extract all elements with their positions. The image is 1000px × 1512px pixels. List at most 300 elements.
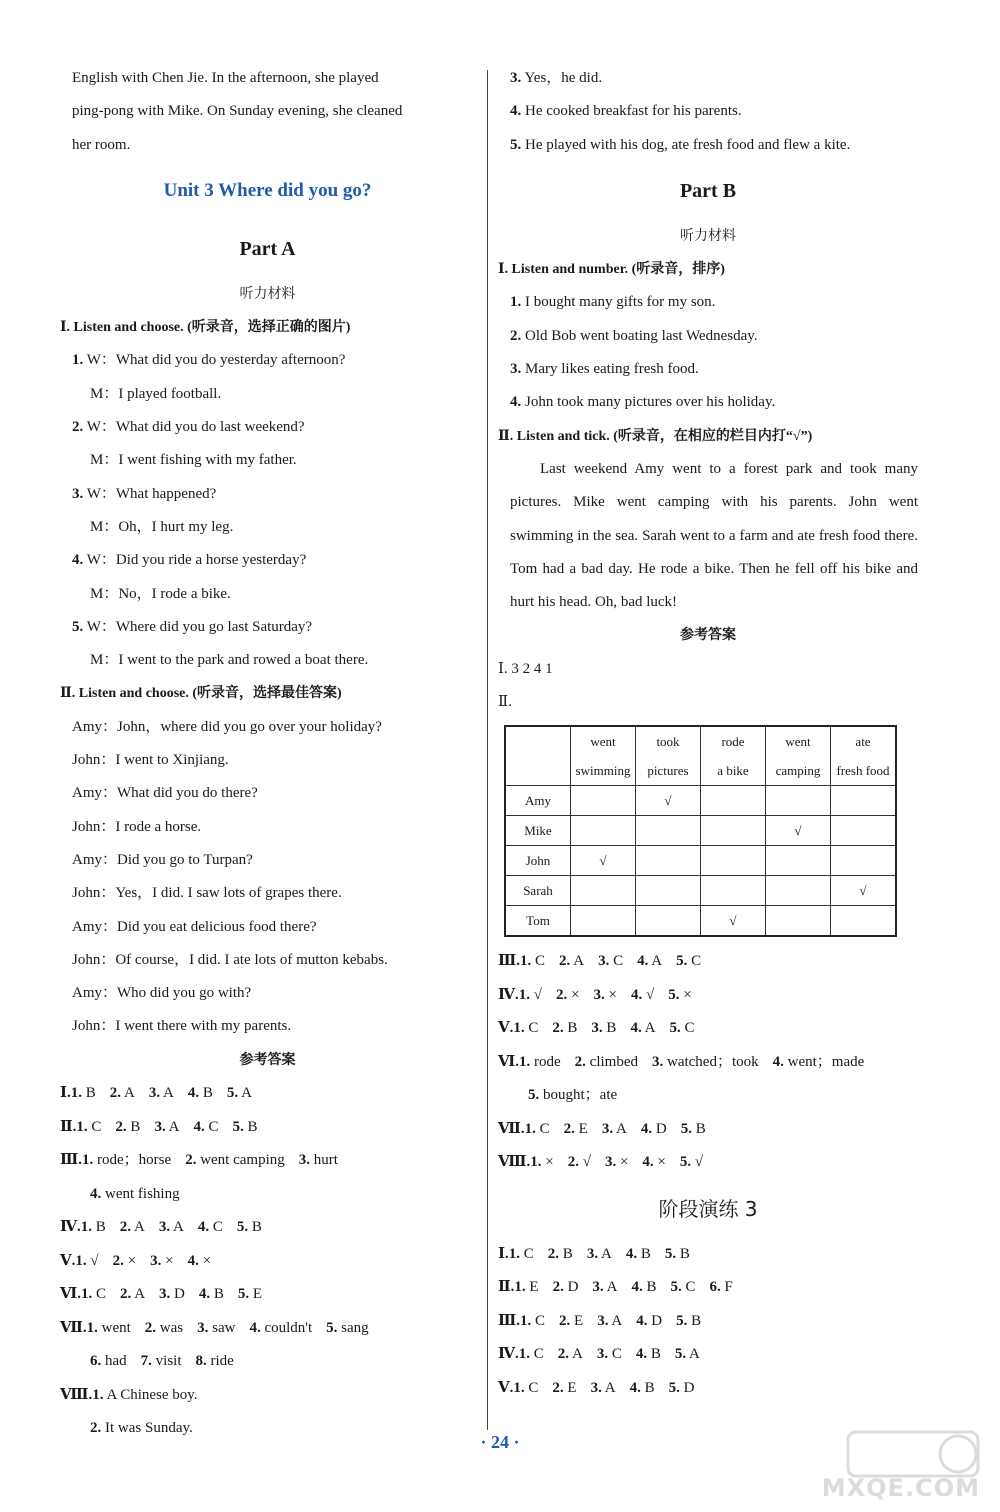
item-number: 3. [604, 1154, 617, 1171]
tick-cell [571, 876, 636, 906]
answers-title: 参考答案 [239, 1052, 296, 1068]
header-line: went [590, 734, 616, 750]
answer-row [498, 1238, 918, 1272]
dialogue-line [60, 444, 475, 477]
table-header-cell [571, 726, 636, 786]
table-row [505, 846, 896, 876]
item-number: 8. [195, 1353, 207, 1370]
answer-row [498, 1305, 918, 1339]
item-number: 4. [198, 1286, 211, 1303]
answer-key [60, 1077, 475, 1446]
answer-item [76, 1119, 101, 1135]
answer-value: × [127, 1252, 137, 1269]
answer-value: C [684, 1020, 695, 1037]
answer-value: √ [90, 1252, 99, 1269]
answer-item [71, 1085, 96, 1101]
answer-value: D [651, 1312, 663, 1329]
roman-numeral: Ⅱ. [498, 1279, 515, 1296]
answer-value: E [252, 1286, 263, 1303]
answer-value: √ [533, 986, 543, 1003]
item-number: 5. [676, 953, 688, 970]
dialogue-line [498, 95, 918, 128]
item-number: 2. [109, 1085, 122, 1102]
dialogue-line [498, 129, 918, 162]
item-number: 3. [510, 70, 522, 86]
answer-item [675, 1346, 700, 1362]
line-text: W：Where did you go last Saturday? [86, 618, 313, 635]
answer-row [60, 1245, 475, 1279]
answer-item [509, 1246, 534, 1262]
answer-value: A [163, 1085, 174, 1102]
answer-item [82, 1152, 171, 1168]
answer-item [556, 987, 579, 1003]
item-number: 5. [676, 1312, 688, 1329]
item-number: 2. [574, 1053, 586, 1070]
line-text: He cooked breakfast for his parents. [525, 103, 742, 120]
answer-value: C [96, 1286, 107, 1303]
intro-line: her room. [72, 136, 131, 153]
answer-value: B [251, 1219, 262, 1236]
item-number: 4. [629, 1379, 641, 1396]
item-number: 1. [508, 1245, 521, 1262]
sentence-list [498, 286, 918, 419]
answer-value: had [105, 1353, 127, 1370]
item-number: 3. [593, 986, 605, 1003]
answer-item [709, 1279, 732, 1295]
item-number: 4. [631, 1279, 643, 1296]
header-line: ate [855, 734, 871, 750]
answer-value: C [539, 1120, 550, 1137]
item-number: 3. [592, 1279, 604, 1296]
answer-value: A [168, 1118, 180, 1135]
item-number: 2. [559, 1312, 571, 1329]
answer-value: B [213, 1286, 224, 1303]
dialogue-line [498, 62, 918, 95]
item-number: 1. [72, 352, 84, 369]
item-number: 2. [552, 1279, 564, 1296]
item-number: 3. [590, 1379, 602, 1396]
roman-numeral: Ⅰ. [498, 1245, 509, 1262]
roman-numeral: Ⅴ. [498, 1379, 514, 1396]
answer-value: C [535, 1312, 546, 1329]
answer-value: B [644, 1379, 655, 1396]
answers-title: 参考答案 [680, 628, 736, 644]
roman-numeral: Ⅶ. [60, 1319, 87, 1336]
section-heading: Ⅰ. Listen and choose. (听录音，选择正确的图片) [60, 320, 351, 336]
answer-value: It was Sunday. [105, 1420, 193, 1437]
dialogue-line [60, 344, 475, 377]
answer-value: ride [210, 1353, 234, 1370]
table-corner-cell [505, 726, 571, 786]
tick-cell [831, 906, 897, 937]
item-number: 3. [596, 1346, 609, 1363]
answer-value: C [613, 953, 624, 970]
answer-item [598, 953, 623, 969]
answer-value: C [523, 1245, 534, 1262]
answer-value: × [202, 1252, 212, 1269]
roman-numeral: Ⅴ. [60, 1252, 76, 1269]
answer-item [113, 1253, 136, 1269]
item-number: 5. [668, 986, 680, 1003]
dialogue-line: Amy：John，where did you go over your holiday? [72, 718, 382, 735]
item-number: 1. [86, 1319, 98, 1336]
answer-value: B [606, 1020, 617, 1037]
line-text: Old Bob went boating last Wednesday. [525, 327, 758, 344]
answer-value: A [651, 953, 663, 970]
item-number: 3. [72, 485, 84, 502]
roman-numeral: Ⅷ. [498, 1154, 531, 1171]
table-header-cell [636, 726, 701, 786]
item-number: 5. [674, 1346, 687, 1363]
answer-item [652, 1054, 759, 1070]
answer-value: couldn't [264, 1319, 313, 1336]
item-number: 2. [72, 419, 84, 436]
item-number: 1. [520, 953, 532, 970]
answer-value: C [611, 1346, 622, 1363]
tick-cell [701, 786, 766, 816]
dialogue-line [60, 578, 475, 611]
answer-item [530, 1154, 553, 1170]
line-text: M：I went fishing with my father. [90, 452, 297, 469]
answer-value: C [533, 1346, 544, 1363]
answer-value: × [545, 1154, 554, 1171]
listening-title: 听力材料 [680, 228, 736, 244]
answer-item [115, 1119, 140, 1135]
item-number: 5. [236, 1219, 249, 1236]
answer-item [642, 1154, 665, 1170]
item-number: 4. [187, 1252, 199, 1269]
answer-value: B [247, 1118, 258, 1135]
item-number: 2. [112, 1252, 124, 1269]
answer-item [630, 1380, 655, 1396]
dialogue-line: Amy：What did you do there? [72, 785, 258, 802]
answer-item [681, 1121, 706, 1137]
table-row [505, 816, 896, 846]
answer-item [525, 1121, 550, 1137]
table-header-cell [766, 726, 831, 786]
answer-item [575, 1054, 638, 1070]
intro-line: ping-pong with Mike. On Sunday evening, she cleaned [72, 103, 403, 120]
table-row [505, 906, 896, 937]
item-number: 2. [90, 1420, 102, 1437]
answer-row [498, 1046, 918, 1080]
answer-item [81, 1286, 106, 1302]
answer-value: B [562, 1245, 573, 1262]
row-name-cell: Mike [505, 816, 571, 846]
answer-value: × [608, 986, 617, 1003]
row-name-cell: Amy [505, 786, 571, 816]
item-number: 3. [158, 1219, 171, 1236]
answer-value: A [604, 1379, 616, 1396]
item-number: 5. [226, 1085, 239, 1102]
item-number: 5. [510, 136, 522, 153]
item-number: 1. [513, 1020, 525, 1037]
answer-value: E [529, 1279, 539, 1296]
answer-item [87, 1320, 131, 1336]
tick-table [504, 725, 897, 937]
line-text: M：No，I rode a bike. [90, 585, 231, 602]
item-number: 3. [591, 1020, 603, 1037]
answer-item [185, 1152, 285, 1168]
item-number: 1. [514, 1279, 526, 1296]
answer-value: B [695, 1120, 706, 1137]
answer-value: C [528, 1379, 539, 1396]
answer-value: A Chinese boy. [106, 1386, 198, 1403]
answer-row [498, 1113, 918, 1147]
table-row [505, 876, 896, 906]
answer-item [558, 1346, 583, 1362]
dialogue-line: Amy：Who did you go with? [72, 985, 252, 1002]
tick-cell [571, 816, 636, 846]
line-text: Mary likes eating fresh food. [525, 361, 699, 378]
tick-cell [766, 876, 831, 906]
answer-row: Ⅰ. 3 2 4 1 [498, 660, 553, 677]
answer-value: A [173, 1219, 184, 1236]
answer-row [498, 945, 918, 979]
item-number: 1. [513, 1379, 525, 1396]
continued-answers [498, 62, 918, 162]
item-number: 3. [197, 1319, 209, 1336]
answer-value: B [650, 1346, 661, 1363]
answer-value: sang [341, 1319, 369, 1336]
item-number: 4. [772, 1053, 784, 1070]
answer-value: E [574, 1312, 584, 1329]
item-number: 1. [520, 1312, 532, 1329]
answer-item [593, 987, 616, 1003]
answer-value: saw [212, 1319, 236, 1336]
roman-numeral: Ⅳ. [498, 1346, 519, 1363]
header-line: camping [775, 763, 821, 779]
dialogue-line [498, 386, 918, 419]
answer-item [676, 953, 701, 969]
answer-item [670, 1279, 695, 1295]
tick-cell: √ [701, 906, 766, 937]
roman-numeral: Ⅳ. [60, 1219, 81, 1236]
answer-value: D [655, 1120, 667, 1137]
dialogue-line: John：Yes，I did. I saw lots of grapes there. [72, 885, 342, 902]
answer-value: A [241, 1085, 252, 1102]
item-number: 1. [518, 1346, 531, 1363]
answer-item [630, 1020, 655, 1036]
tick-cell [701, 816, 766, 846]
dialogue-line [60, 544, 475, 577]
answer-item [631, 1279, 656, 1295]
item-number: 3. [586, 1245, 599, 1262]
answer-item [120, 1286, 145, 1302]
answer-value: × [165, 1252, 174, 1269]
item-number: 5. [237, 1286, 250, 1303]
answer-value: B [95, 1219, 106, 1236]
item-number: 1. [82, 1152, 94, 1169]
item-number: 2. [144, 1319, 157, 1336]
line-text: M：I went to the park and rowed a boat there. [90, 652, 369, 669]
item-number: 3. [601, 1120, 614, 1137]
header-line: swimming [575, 763, 631, 779]
item-number: 1. [92, 1386, 104, 1403]
dialogue-line [60, 478, 475, 511]
answer-item [680, 1154, 703, 1170]
tick-cell [766, 846, 831, 876]
item-number: 5. [668, 1379, 680, 1396]
intro-line: English with Chen Jie. In the afternoon, she played [72, 70, 379, 86]
item-number: 1. [75, 1252, 87, 1269]
item-number: 2. [567, 1154, 579, 1171]
answer-item [145, 1320, 183, 1336]
dialogue-line: John：I went to Xinjiang. [72, 752, 229, 769]
item-number: 6. [709, 1279, 721, 1296]
answer-value: D [567, 1279, 579, 1296]
section-heading: Ⅱ. Listen and choose. (听录音，选择最佳答案) [60, 686, 342, 702]
answer-value: × [683, 986, 692, 1003]
answer-value: E [567, 1379, 577, 1396]
roman-numeral: Ⅵ. [498, 1053, 519, 1070]
line-text: W：What did you do yesterday afternoon? [86, 352, 346, 369]
item-number: 3. [298, 1152, 310, 1169]
answer-item [81, 1219, 106, 1235]
answer-key [498, 945, 918, 1180]
item-number: 3. [510, 361, 522, 378]
header-line: went [785, 734, 811, 750]
answer-value: A [601, 1245, 612, 1262]
tick-cell: √ [766, 816, 831, 846]
answer-value: C [535, 953, 546, 970]
tick-cell [636, 906, 701, 937]
dialogue-line [60, 644, 475, 677]
answer-item [669, 1380, 695, 1396]
answer-item [636, 1346, 661, 1362]
watermark-logo [808, 1426, 988, 1506]
answer-item [227, 1085, 252, 1101]
roman-numeral: Ⅲ. [498, 953, 521, 970]
answer-item [564, 1121, 588, 1137]
answer-item [514, 1279, 538, 1295]
answer-value: C [528, 1020, 539, 1037]
item-number: 5. [664, 1245, 677, 1262]
answer-item [197, 1320, 235, 1336]
item-number: 2. [556, 986, 568, 1003]
answer-item [188, 1085, 213, 1101]
answer-item [90, 1186, 180, 1202]
answer-value: D [683, 1379, 695, 1396]
header-line: fresh food [836, 763, 890, 779]
dialogue-1 [60, 344, 475, 677]
section-heading: Ⅱ. Listen and tick. (听录音，在相应的栏目内打“√”) [498, 428, 813, 444]
unit-title: Unit 3 Where did you go? [163, 179, 372, 201]
answer-item [587, 1246, 612, 1262]
answer-row [60, 1144, 475, 1178]
item-number: 1. [510, 294, 522, 311]
item-number: 2. [120, 1286, 132, 1303]
answer-item [159, 1219, 184, 1235]
item-number: 1. [76, 1118, 88, 1135]
part-b-title: Part B [679, 179, 737, 202]
answer-item [591, 1020, 616, 1036]
line-text: M：Oh，I hurt my leg. [90, 518, 234, 535]
answer-row [60, 1111, 475, 1145]
listening-paragraph: Last weekend Amy went to a forest park and took many pictures. Mike went camping with his parents. John went swimming in the sea. Sarah went to a farm and ate fresh food there. Tom had a bad day. He rode a bike. Then he fell off his bike and hurt his head. Oh, bad luck! [510, 460, 918, 611]
answer-item [626, 1246, 651, 1262]
dialogue-line: Amy：Did you eat delicious food there? [72, 918, 317, 935]
answer-value: A [133, 1219, 145, 1236]
answer-value: went fishing [105, 1185, 180, 1202]
line-text: W：Did you ride a horse yesterday? [86, 552, 307, 569]
left-column [60, 62, 475, 1446]
tick-cell [571, 906, 636, 937]
roman-numeral: Ⅲ. [498, 1312, 521, 1329]
answer-value: √ [582, 1154, 591, 1171]
answer-value: × [571, 986, 580, 1003]
answer-value: B [85, 1085, 96, 1102]
answer-value: climbed [589, 1053, 638, 1070]
line-text: I bought many gifts for my son. [525, 294, 716, 311]
roman-numeral: Ⅳ. [498, 986, 519, 1003]
answer-item [520, 953, 545, 969]
answer-item [559, 1313, 583, 1329]
answer-item [636, 1313, 662, 1329]
answer-item [237, 1219, 262, 1235]
dialogue-line [60, 378, 475, 411]
header-line: took [656, 734, 680, 750]
tick-cell [831, 846, 897, 876]
dialogue-line [498, 286, 918, 319]
answer-row [498, 1012, 918, 1046]
answer-item [196, 1353, 234, 1369]
answer-item [669, 1020, 694, 1036]
answer-item [553, 1279, 579, 1295]
answer-item [238, 1286, 262, 1302]
item-number: 4. [630, 986, 643, 1003]
answer-value: bought；ate [543, 1087, 618, 1104]
item-number: 3. [150, 1252, 162, 1269]
item-number: 2. [563, 1120, 575, 1137]
answer-item [605, 1154, 628, 1170]
item-number: 4. [636, 1312, 648, 1329]
line-text: John took many pictures over his holiday. [525, 394, 776, 411]
dialogue-line [60, 611, 475, 644]
answer-value: B [691, 1312, 702, 1329]
item-number: 5. [232, 1118, 244, 1135]
answer-item [602, 1121, 627, 1137]
answer-item [326, 1320, 369, 1336]
item-number: 4. [635, 1346, 648, 1363]
answer-value: visit [155, 1353, 182, 1370]
item-number: 5. [528, 1087, 540, 1104]
item-number: 2. [547, 1245, 560, 1262]
tick-cell [636, 846, 701, 876]
answer-row [60, 1211, 475, 1245]
answer-row [60, 1345, 475, 1379]
answer-item [232, 1119, 257, 1135]
tick-cell: √ [636, 786, 701, 816]
answer-item [637, 953, 662, 969]
answer-item [597, 1346, 622, 1362]
item-number: 1. [81, 1286, 93, 1303]
answer-value: hurt [313, 1152, 338, 1169]
answer-item [249, 1320, 312, 1336]
header-line: rode [721, 734, 745, 750]
answer-item [519, 987, 542, 1003]
item-number: 2. [559, 953, 571, 970]
roman-numeral: Ⅴ. [498, 1020, 514, 1037]
tick-cell [766, 786, 831, 816]
answer-row [60, 1178, 475, 1212]
answer-value: A [644, 1020, 656, 1037]
answer-value: E [578, 1120, 588, 1137]
item-number: 4. [187, 1085, 200, 1102]
answer-item [519, 1054, 561, 1070]
item-number: 1. [70, 1085, 83, 1102]
answer-row [60, 1077, 475, 1111]
